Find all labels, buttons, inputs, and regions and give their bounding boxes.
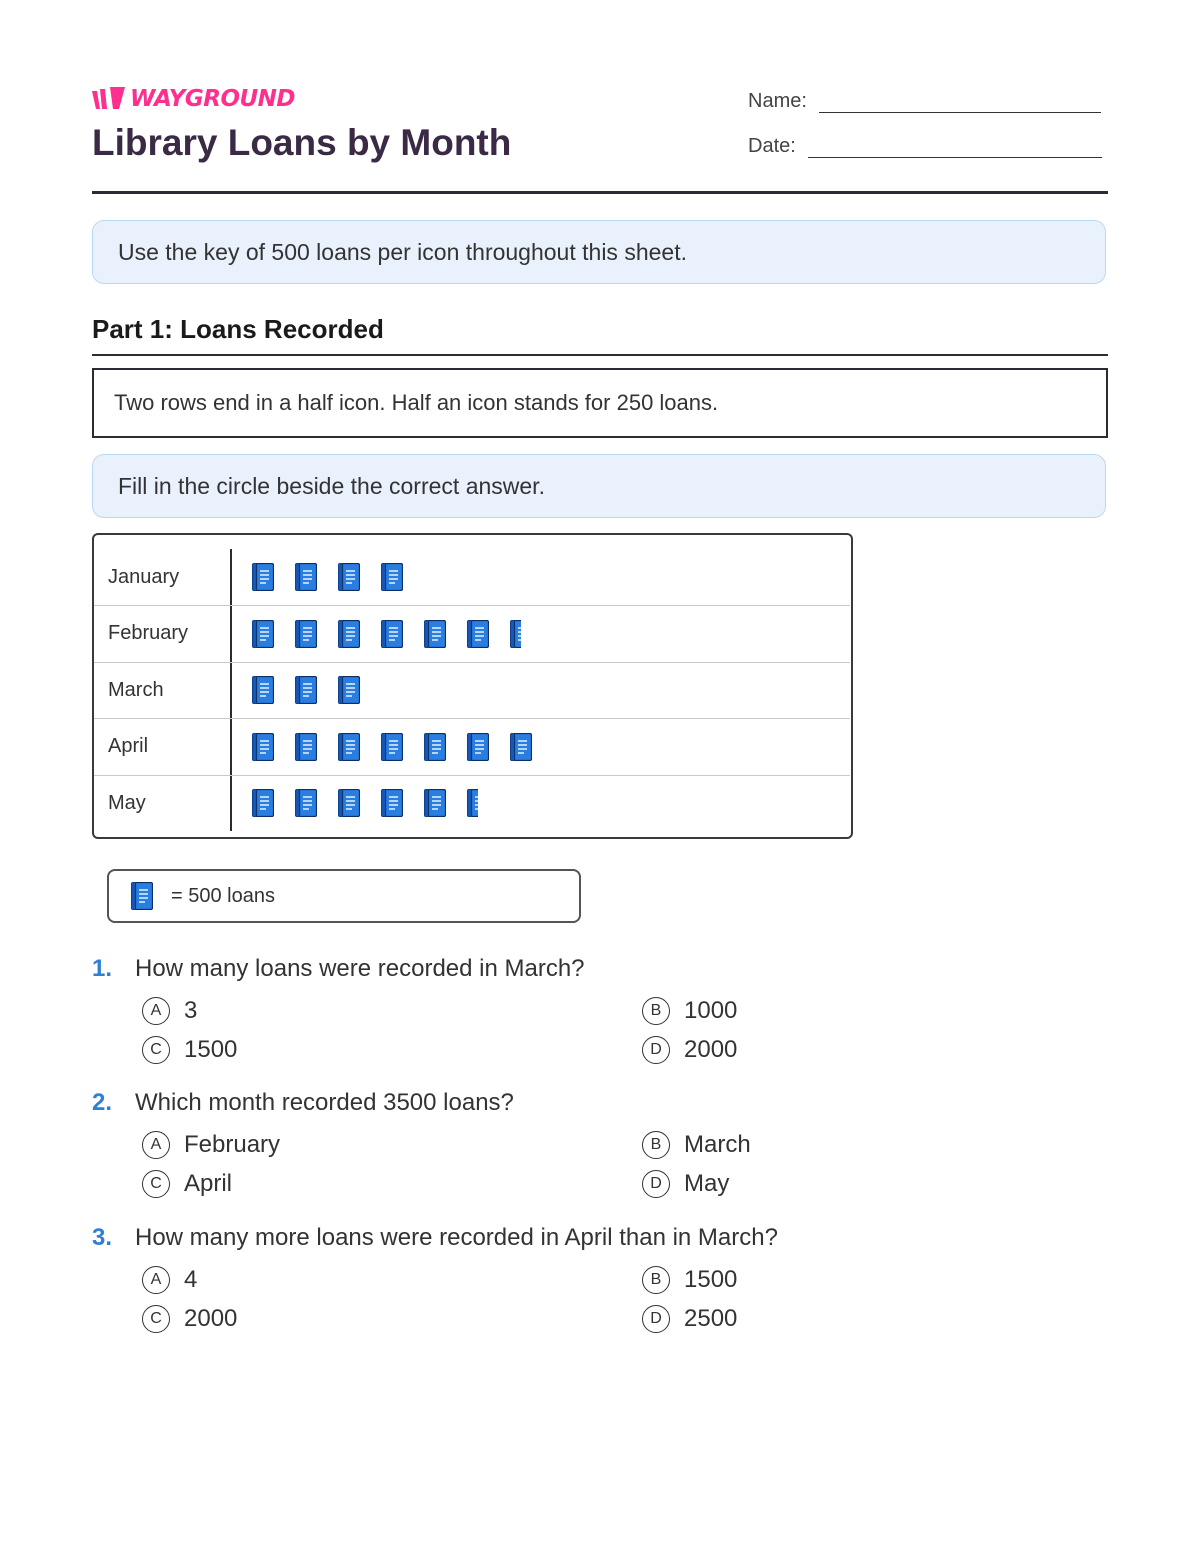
question-number: 2. [92, 1089, 113, 1116]
pictograph-row [94, 719, 850, 776]
book-icon [467, 733, 489, 761]
pictograph-row [94, 775, 850, 831]
brand-logo [92, 86, 295, 112]
row-icons [252, 789, 499, 817]
book-icon [338, 789, 360, 817]
question-prompt [92, 1224, 1108, 1252]
question-prompt [92, 1089, 1108, 1117]
answer-text: 1000 [684, 997, 738, 1024]
book-icon [338, 676, 360, 704]
answer-option-d[interactable] [642, 1170, 729, 1198]
answer-text: May [684, 1170, 730, 1197]
answer-text: 1500 [684, 1266, 738, 1293]
answer-option-c[interactable] [142, 1036, 237, 1064]
answer-text: February [184, 1131, 281, 1158]
answer-bubble[interactable]: A [142, 1131, 170, 1159]
key-label: = 500 loans [171, 884, 275, 907]
answer-option-d[interactable] [642, 1305, 737, 1333]
answer-option-a[interactable] [142, 997, 197, 1025]
question-2 [92, 1089, 1108, 1197]
pictograph [92, 533, 853, 839]
book-icon [131, 882, 153, 910]
book-icon [252, 563, 274, 591]
book-icon [295, 676, 317, 704]
pictograph-row [94, 662, 850, 719]
answer-option-c[interactable] [142, 1305, 237, 1333]
header-divider [92, 191, 1108, 194]
book-icon [252, 789, 274, 817]
book-icon [381, 789, 403, 817]
row-icons [252, 620, 542, 648]
instruction-note: Fill in the circle beside the correct answer. [92, 454, 1106, 518]
book-icon [424, 789, 446, 817]
answer-option-a[interactable] [142, 1266, 197, 1294]
book-icon [510, 733, 532, 761]
question-text: How many loans were recorded in March? [135, 955, 585, 982]
part1-title: Part 1: Loans Recorded [92, 314, 384, 344]
answer-text: March [684, 1131, 751, 1158]
answer-option-d[interactable] [642, 1036, 737, 1064]
intro-note: Use the key of 500 loans per icon throughout this sheet. [92, 220, 1106, 284]
pictograph-row [94, 606, 850, 663]
answer-bubble[interactable]: D [642, 1036, 670, 1064]
answer-bubble[interactable]: C [142, 1036, 170, 1064]
answer-bubble[interactable]: B [642, 1266, 670, 1294]
book-icon [424, 733, 446, 761]
answer-text: April [184, 1170, 233, 1197]
question-number: 3. [92, 1224, 113, 1251]
book-icon [295, 789, 317, 817]
name-line[interactable] [819, 90, 1101, 113]
answer-bubble[interactable]: B [642, 1131, 670, 1159]
question-1 [92, 955, 1108, 1063]
row-label: April [108, 735, 149, 757]
question-number: 1. [92, 955, 113, 982]
book-icon [338, 620, 360, 648]
row-label: May [108, 791, 146, 814]
name-field [748, 90, 1101, 113]
answer-option-b[interactable] [642, 1266, 737, 1294]
answer-option-a[interactable] [142, 1131, 280, 1159]
row-label: January [108, 565, 180, 588]
question-text: Which month recorded 3500 loans? [135, 1089, 514, 1116]
book-icon [252, 733, 274, 761]
book-icon [252, 620, 274, 648]
question-text: How many more loans were recorded in April than in March? [135, 1224, 778, 1251]
answer-text: 4 [184, 1266, 198, 1293]
answer-text: 2000 [184, 1305, 238, 1332]
book-icon [295, 563, 317, 591]
book-icon [381, 563, 403, 591]
half-book-icon [467, 789, 478, 817]
brand-name: WAYGROUND [130, 86, 296, 112]
part1-divider [92, 354, 1108, 356]
book-icon [381, 733, 403, 761]
name-label: Name: [748, 90, 807, 112]
date-line[interactable] [808, 135, 1102, 158]
book-icon [295, 620, 317, 648]
answer-text: 3 [184, 997, 198, 1024]
pictograph-row [94, 549, 850, 606]
book-icon [295, 733, 317, 761]
answer-bubble[interactable]: B [642, 997, 670, 1025]
date-label: Date: [748, 135, 796, 157]
brand-mark-icon [92, 87, 126, 111]
date-field [748, 135, 1102, 158]
row-label: February [108, 622, 189, 644]
answer-bubble[interactable]: C [142, 1305, 170, 1333]
answer-option-c[interactable] [142, 1170, 232, 1198]
answer-text: 2000 [684, 1036, 738, 1063]
answer-text: 2500 [684, 1305, 738, 1332]
row-icons [252, 676, 381, 704]
question-prompt [92, 955, 1108, 983]
answer-bubble[interactable]: C [142, 1170, 170, 1198]
half-book-icon [510, 620, 521, 648]
answer-option-b[interactable] [642, 1131, 751, 1159]
answer-text: 1500 [184, 1036, 238, 1063]
answer-bubble[interactable]: D [642, 1170, 670, 1198]
answer-bubble[interactable]: D [642, 1305, 670, 1333]
answer-bubble[interactable]: A [142, 997, 170, 1025]
answer-option-b[interactable] [642, 997, 737, 1025]
book-icon [467, 620, 489, 648]
row-icons [252, 563, 424, 591]
question-3 [92, 1224, 1108, 1332]
row-label: March [108, 678, 164, 701]
row-icons [252, 733, 553, 761]
answer-bubble[interactable]: A [142, 1266, 170, 1294]
page-title: Library Loans by Month [92, 122, 512, 163]
book-icon [338, 733, 360, 761]
book-icon [252, 676, 274, 704]
book-icon [338, 563, 360, 591]
part1-note: Two rows end in a half icon. Half an icon stands for 250 loans. [92, 368, 1108, 438]
pictograph-key [107, 869, 581, 923]
book-icon [424, 620, 446, 648]
book-icon [381, 620, 403, 648]
